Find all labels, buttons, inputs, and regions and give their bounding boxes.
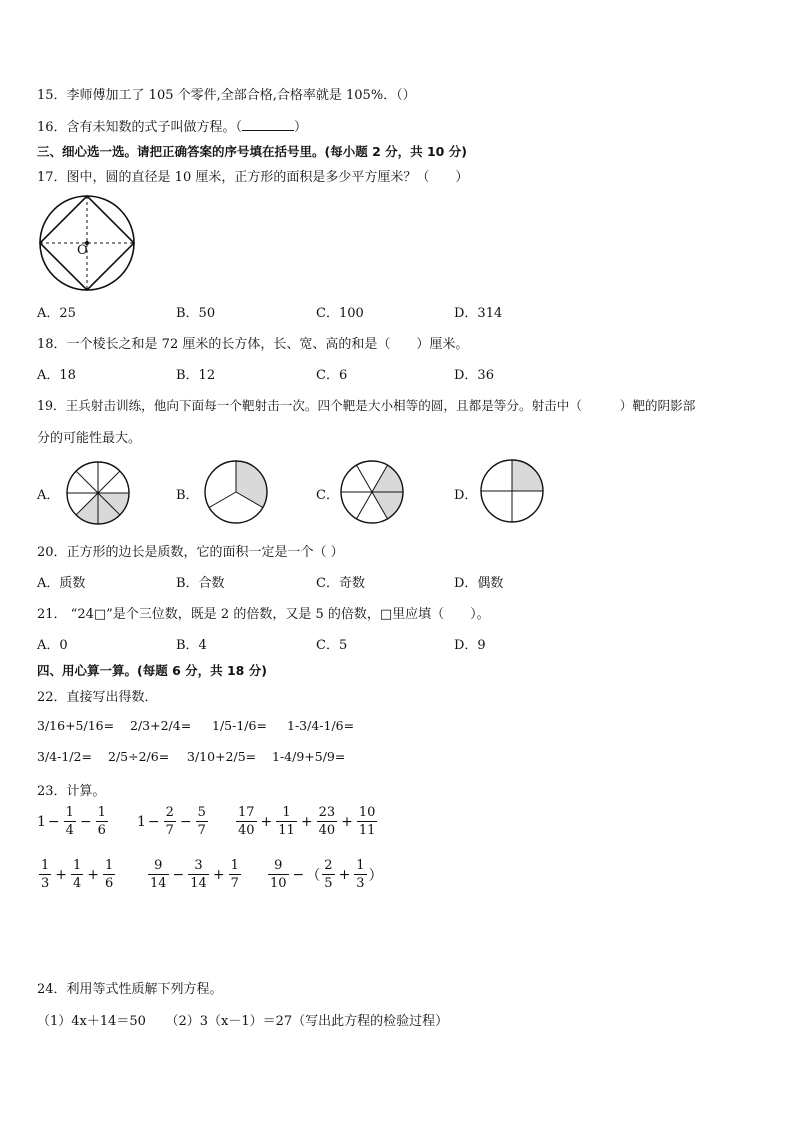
shaded-sector xyxy=(76,493,98,524)
divider-line xyxy=(76,471,98,493)
fraction: $\frac{1}{4}$ xyxy=(65,805,74,838)
q23-expression-1 xyxy=(37,804,110,839)
divider-line xyxy=(357,465,373,492)
minus-sign: − xyxy=(147,813,160,830)
question-18: 18．一个棱长之和是 72 厘米的长方体，长、宽、高的和是（ ）厘米。 xyxy=(37,337,469,352)
fraction: $\frac{5}{7}$ xyxy=(197,805,206,838)
fraction: $\frac{23}{40}$ xyxy=(318,805,336,838)
q23-expression-3 xyxy=(234,804,379,839)
fraction: $\frac{10}{11}$ xyxy=(358,805,376,838)
fraction: $\frac{1}{6}$ xyxy=(105,858,114,891)
q22-item: 1/5-1/6= xyxy=(212,718,267,733)
option-17b[interactable]: B．50 xyxy=(176,306,216,321)
option-20c[interactable]: C．奇数 xyxy=(316,576,365,591)
option-19a-label[interactable]: A． xyxy=(37,488,60,503)
fraction: $\frac{2}{5}$ xyxy=(324,858,333,891)
fraction: $\frac{17}{40}$ xyxy=(238,805,255,838)
shaded-sector xyxy=(372,492,403,519)
question-20: 20．正方形的边长是质数，它的面积一定是一个（ ） xyxy=(37,545,344,560)
question-21: 21． “24□”是个三位数，既是 2 的倍数，又是 5 的倍数，□里应填（ ）。 xyxy=(37,607,490,622)
q22-item: 3/10+2/5= xyxy=(187,749,257,764)
question-16 xyxy=(37,116,307,135)
option-21c[interactable]: C．5 xyxy=(316,638,348,653)
fraction: $\frac{1}{7}$ xyxy=(230,858,239,891)
plus-sign: + xyxy=(260,813,273,830)
divider-line xyxy=(209,492,236,508)
fraction: $\frac{9}{14}$ xyxy=(150,858,167,891)
question-22: 22．直接写出得数． xyxy=(37,690,158,705)
left-paren: （ xyxy=(306,867,321,884)
question-19-line2: 分的可能性最大。 xyxy=(37,431,142,446)
fraction: $\frac{1}{11}$ xyxy=(278,805,295,838)
q23-expression-2 xyxy=(137,804,210,839)
option-19b-label[interactable]: B． xyxy=(176,488,199,503)
plus-sign: + xyxy=(338,866,351,883)
fraction: $\frac{3}{14}$ xyxy=(190,858,207,891)
q22-item: 2/5÷2/6= xyxy=(108,749,170,764)
minus-sign: − xyxy=(79,813,92,830)
q23-expression-6 xyxy=(266,857,383,892)
plus-sign: + xyxy=(55,866,68,883)
option-20a[interactable]: A．质数 xyxy=(37,576,86,591)
plus-sign: + xyxy=(87,866,100,883)
plus-sign: + xyxy=(212,866,225,883)
option-19d-label[interactable]: D． xyxy=(454,488,478,503)
plus-sign: + xyxy=(341,813,353,830)
q23-expression-5 xyxy=(146,857,243,892)
divider-line xyxy=(357,492,373,519)
minus-sign: − xyxy=(47,813,60,830)
circle-center-label: O xyxy=(77,243,88,258)
option-18a[interactable]: A．18 xyxy=(37,368,76,383)
question-23: 23．计算。 xyxy=(37,784,106,799)
answer-blank[interactable] xyxy=(242,118,294,131)
minus-sign: − xyxy=(292,866,305,883)
option-20b[interactable]: B．合数 xyxy=(176,576,225,591)
option-21b[interactable]: B．4 xyxy=(176,638,207,653)
target-c-6-parts[interactable] xyxy=(339,459,405,525)
right-paren: ） xyxy=(368,867,383,884)
option-19c-label[interactable]: C． xyxy=(316,488,339,503)
q22-item: 3/4-1/2= xyxy=(37,749,92,764)
option-17c[interactable]: C．100 xyxy=(316,306,364,321)
fraction: $\frac{1}{3}$ xyxy=(356,858,365,891)
q23-expression-4 xyxy=(37,857,117,892)
option-18b[interactable]: B．12 xyxy=(176,368,216,383)
shaded-sector xyxy=(372,465,403,492)
integer: 1 xyxy=(137,813,146,830)
fraction: $\frac{1}{6}$ xyxy=(97,805,106,838)
section-3-heading: 三、细心选一选。请把正确答案的序号填在括号里。(每小题 2 分，共 10 分) xyxy=(37,144,467,159)
option-17d[interactable]: D．314 xyxy=(454,306,503,321)
question-16-text: 16．含有未知数的式子叫做方程。（ xyxy=(37,120,243,135)
q22-item: 2/3+2/4= xyxy=(130,718,192,733)
option-18c[interactable]: C．6 xyxy=(316,368,348,383)
divider-line xyxy=(98,471,120,493)
question-19-line1: 19．王兵射击训练，他向下面每一个靶射击一次。四个靶是大小相等的圆，且都是等分。射击中（ ）靶的阴影部 xyxy=(37,398,696,413)
question-24-equations: （1）4x＋14＝50 （2）3（x－1）＝27（写出此方程的检验过程） xyxy=(37,1014,449,1029)
integer: 1 xyxy=(37,813,46,830)
fraction: $\frac{1}{3}$ xyxy=(41,858,50,891)
minus-sign: − xyxy=(179,813,192,830)
circle-square-figure xyxy=(38,194,138,294)
question-15: 15．李师傅加工了 105 个零件,全部合格,合格率就是 105%．（） xyxy=(37,88,416,103)
option-17a[interactable]: A．25 xyxy=(37,306,76,321)
fraction: $\frac{1}{4}$ xyxy=(73,858,82,891)
target-d-4-parts[interactable] xyxy=(479,458,545,524)
fraction: $\frac{9}{10}$ xyxy=(270,858,287,891)
target-b-3-parts[interactable] xyxy=(203,459,269,525)
section-4-heading: 四、用心算一算。(每题 6 分，共 18 分) xyxy=(37,663,267,678)
target-a-8-parts[interactable] xyxy=(65,460,131,526)
option-20d[interactable]: D．偶数 xyxy=(454,576,504,591)
plus-sign: + xyxy=(300,813,313,830)
q22-item: 1-4/9+5/9= xyxy=(272,749,346,764)
q22-item: 1-3/4-1/6= xyxy=(287,718,355,733)
option-21d[interactable]: D．9 xyxy=(454,638,486,653)
fraction: $\frac{2}{7}$ xyxy=(165,805,174,838)
question-16-close: ） xyxy=(294,120,308,135)
question-24: 24．利用等式性质解下列方程。 xyxy=(37,982,223,997)
option-18d[interactable]: D．36 xyxy=(454,368,494,383)
q22-item: 3/16+5/16= xyxy=(37,718,115,733)
question-17: 17．图中，圆的直径是 10 厘米，正方形的面积是多少平方厘米？（ ） xyxy=(37,170,469,185)
option-21a[interactable]: A．0 xyxy=(37,638,68,653)
minus-sign: − xyxy=(172,866,185,883)
